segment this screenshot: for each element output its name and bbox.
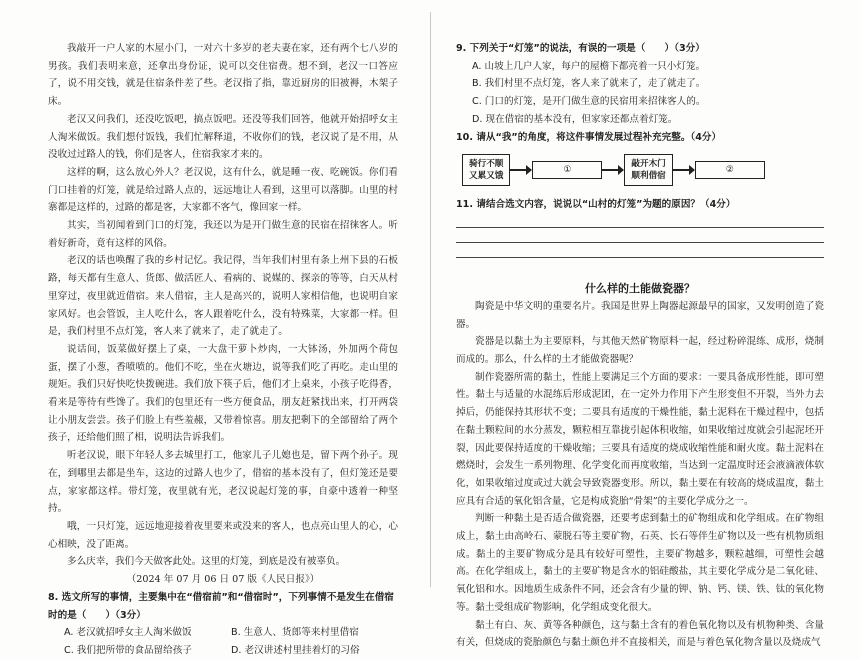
arrow-right-icon [602, 165, 624, 175]
flow-text: 又累又饿 [469, 171, 504, 182]
source-date: （2024 年 07 月 06 日 07 版《人民日报》） [126, 574, 320, 586]
option-c[interactable]: C. 我们把所带的食品留给孩子 [64, 644, 192, 656]
question-10: 10. 请从“我”的角度，将这件事情发展过程补充完整。（4分） [456, 131, 722, 143]
question-11: 11. 请结合选文内容，说说以“山村的灯笼”为题的原因？（4分） [456, 199, 736, 211]
article-paragraph: 制作瓷器所需的黏土，性能上要满足三个方面的要求：一要具备成形性能，即可塑性。黏土与适量的水混练后形成泥团，在一定外力作用下产生形变但不开裂，当外力去掉后，仍能保持其形状不变；二要具有适度的干燥性能，黏土泥料在干燥过程中，包括在黏土颗粒间的水分蒸发，颗粒相互靠拢引起体积收缩，如果收缩过度就会引起泥坯开裂，因此要保持适度的干燥收缩；三要具有适度的烧成收缩性能和耐火度。黏土泥料在燃烧时，会发生一系列物理、化学变化而再度收缩，当达到一定温度时还会液滴液体软化，如果收缩过度或过大就会导致瓷器变形。所以，黏土要在有较高的烧成温度，黏土应具有合适的氧化铝含量，它是构成瓷胎“骨架”的主要化学成分之一。 [456, 371, 824, 507]
option-b[interactable]: B. 我们村里不点灯笼，客人来了就来了，走了就走了。 [472, 78, 706, 90]
story-paragraph: 我敲开一户人家的木屋小门，一对六十多岁的老夫妻在家，还有两个七八岁的男孩。我们表明来意，还拿出身份证，说可以交住宿费。想不到，老汉一口答应了，说不用交钱，就是住宿条件差了些。老汉指了指，靠近厨房的旧被褥，木架子床。 [48, 43, 398, 108]
flow-blank-1[interactable]: ① [532, 161, 602, 179]
story-paragraph: 老汉又问我们，还没吃饭吧，搞点饭吧。还没等我们回答，他就开始招呼女主人淘米做饭。我们想付饭钱，我们忙解释道，不收你们的钱，老汉说了是不用，从没收过过路人的钱，你们是客人，住宿我家才来的。 [48, 113, 398, 161]
answer-line[interactable] [456, 229, 824, 243]
answer-line[interactable] [456, 214, 824, 228]
flow-text: 骑行不顺 [469, 159, 504, 170]
answer-line[interactable] [456, 244, 824, 258]
story-paragraph: 这样的啊，这么放心外人？老汉说，这有什么，就是睡一夜、吃碗饭。你们看门口挂着的灯笼，就是给过路人点的，远远地让人看到，这里可以落脚。山里的村寨都是这样的，过路的都是客，大家都不客气，像回家一样。 [48, 166, 398, 214]
flow-text: 顺利借宿 [631, 171, 666, 182]
story-paragraph: 老汉的话也唤醒了我的乡村记忆。我记得，当年我们村里有条上州下县的石板路，每天都有生意人、货郎、做活匠人、看病的、说媒的、探亲的等等，白天从村里穿过，夜里就近借宿。来人借宿，主人是高兴的，说明人家相信他，也说明自家家风好。也会管饭，主人吃什么，客人跟着吃什么，没有特殊菜，大家都一样。但是，我们村里不点灯笼，客人来了就来了，走了就走了。 [48, 255, 398, 338]
article-paragraph: 黏土有白、灰、黄等各种颜色，这与黏土含有的着色氧化物以及有机物种类、含量有关，但烧成的瓷胎颜色与黏土颜色并不直接相关，而是与着色氧化物含量以及烧成气 [456, 619, 824, 649]
right-page [430, 0, 860, 649]
arrow-right-icon [510, 165, 532, 175]
arrow-right-icon [673, 165, 695, 175]
option-b[interactable]: B. 生意人、货郎等来村里借宿 [231, 627, 359, 639]
story-paragraph: 其实，当初闻着到门口的灯笼，我还以为是开门做生意的民宿在招徕客人。听着好新奇，竟有这样的风俗。 [48, 220, 398, 249]
flow-blank-2[interactable]: ② [695, 161, 765, 179]
left-page [0, 0, 430, 656]
article-title: 什么样的土能做瓷器？ [585, 281, 695, 295]
flow-box-middle [624, 154, 672, 186]
question-8: 8. 选文所写的事情，主要集中在“借宿前”和“借宿时”，下列事情不是发生在借宿时的是（ ）（3分） [48, 591, 394, 621]
process-flowchart [462, 154, 824, 186]
option-a[interactable]: A. 老汉就招呼女主人淘米做饭 [64, 627, 192, 639]
flow-box-start [462, 154, 510, 186]
option-a[interactable]: A. 山坡上几户人家，每户的屋檐下都亮着一只小灯笼。 [472, 60, 706, 72]
option-d[interactable]: D. 现在借宿的基本没有，但家家还都点着灯笼。 [472, 113, 678, 125]
flow-text: 敲开木门 [631, 159, 666, 170]
story-paragraph: 听老汉说，眼下年轻人多去城里打工，他家儿子儿媳也是，留下两个孙子。现在，到哪里去都是坐车，这边的过路人也少了，借宿的基本没有了，但灯笼还是要点，家家都这样。带灯笼，夜里就有光，老汉说起灯笼的事，自豪中透着一种坚持。 [48, 450, 398, 515]
article-paragraph: 判断一种黏土是否适合做瓷器，还要考虑到黏土的矿物组成和化学组成。在矿物组成上，黏土由高岭石、蒙脱石等主要矿物，石英、长石等伴生矿物以及一些有机物质组成。黏土的主要矿物成分是具有较好可塑性，主要矿物越多，颗粒越细，可塑性会越高。在化学组成上，黏土的主要矿物是含水的铝硅酸盐，其主要化学成分是二氧化硅、氧化铝和水。因地质生成条件不同，还会含有少量的钾、钠、钙、镁、铁、钛的氧化物等。黏土受组成矿物影响，化学组成变化很大。 [456, 513, 824, 613]
option-d[interactable]: D. 老汉讲述村里挂着灯的习俗 [231, 644, 360, 656]
story-paragraph: 说话间，饭菜做好摆上了桌，一大盘干萝卜炒肉，一大钵汤，外加两个荷包蛋，摆了小葱，香喷喷的。他们不吃，坐在火塘边，说等我们吃了再吃。走山里的规矩。我们只好快吃快拨碗进。我们放下筷子后，他们才上桌来，小孩子吃得香，看来是等待有些馋了。我们的包里还有一些方便食品，朋友赶紧找出来，打开两袋让小朋友尝尝。孩子们脸上有些羞赧，又带着惊喜。朋友把剩下的全部留给了两个孩子，还给他们照了相，说明法告诉我们。 [48, 343, 398, 444]
story-paragraph: 多么庆幸，我们今天做客此处。这里的灯笼，到底是没有被辜负。 [67, 556, 346, 568]
story-paragraph: 哦，一只灯笼，远远地迎接着夜里要来或没来的客人，也点亮山里人的心，心心相映，没了距离。 [48, 520, 398, 550]
article-paragraph: 陶瓷是中华文明的重要名片。我国是世界上陶器起源最早的国家，又发明创造了瓷器。 [456, 300, 824, 330]
article-paragraph: 瓷器是以黏土为主要原料，与其他天然矿物原料一起，经过粉碎混练、成形，烧制而成的。那么，什么样的土才能做瓷器呢？ [456, 336, 824, 366]
question-9: 9. 下列关于“灯笼”的说法，有误的一项是（ ）（3分） [456, 43, 705, 54]
question-8-options [48, 624, 398, 659]
option-c[interactable]: C. 门口的灯笼，是开门做生意的民宿用来招徕客人的。 [472, 96, 706, 108]
